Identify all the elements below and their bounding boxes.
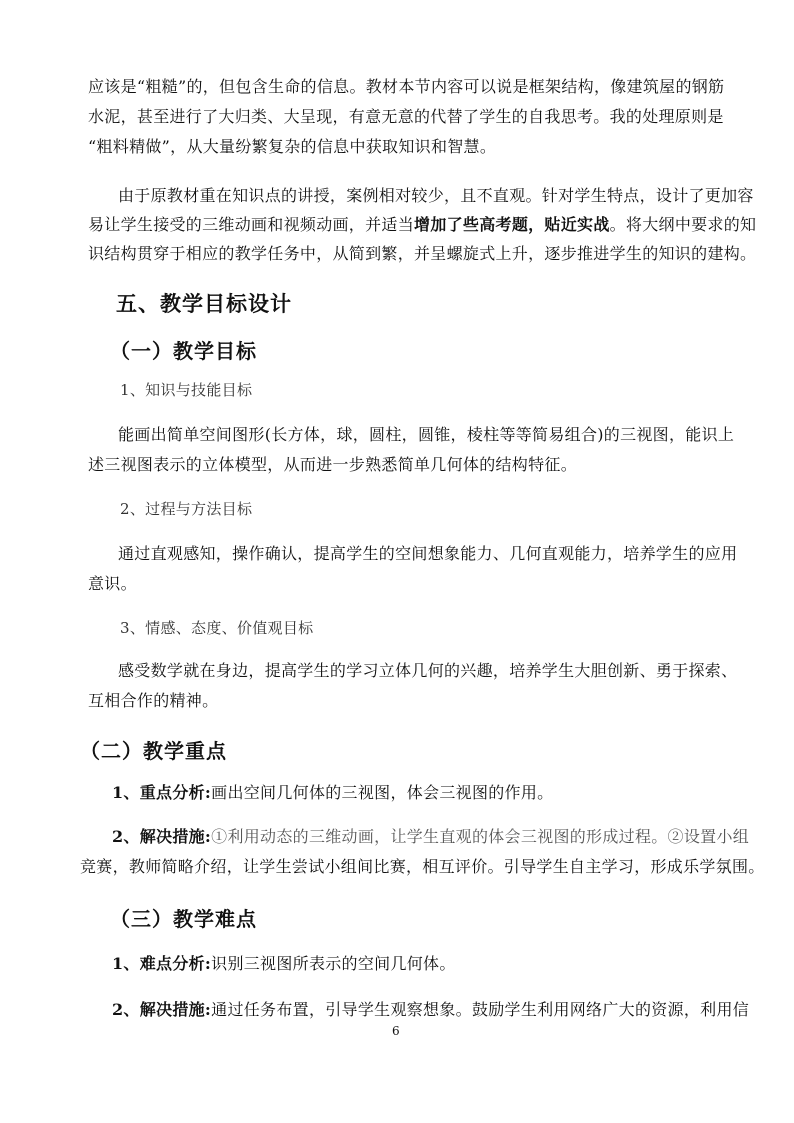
process-goal-title: 2、过程与方法目标 xyxy=(120,500,253,518)
para2-line-2-start: 易让学生接受的三维动画和视频动画，并适当 xyxy=(88,215,415,234)
difficulty-measures xyxy=(112,999,749,1021)
para2-line-2 xyxy=(88,214,756,236)
page-number: 6 xyxy=(392,1024,400,1038)
key-measures-text: ①利用动态的三维动画，让学生直观的体会三视图的形成过程。②设置小组 xyxy=(211,827,750,846)
key-analysis-label: 1、重点分析: xyxy=(112,783,212,802)
process-goal-line-1: 通过直观感知，操作确认，提高学生的空间想象能力、几何直观能力，培养学生的应用 xyxy=(118,544,738,563)
emotion-goal-line-1: 感受数学就在身边，提高学生的学习立体几何的兴趣，培养学生大胆创新、勇于探索、 xyxy=(118,661,738,680)
intro-line-3: “粗料精做”，从大量纷繁复杂的信息中获取知识和智慧。 xyxy=(88,137,497,156)
difficulty-measures-label: 2、解决措施: xyxy=(112,1000,212,1019)
key-analysis xyxy=(112,782,553,804)
knowledge-goal-title: 1、知识与技能目标 xyxy=(120,381,253,399)
emotion-goal-line-2: 互相合作的精神。 xyxy=(88,691,219,710)
key-measures-label: 2、解决措施: xyxy=(112,827,212,846)
difficulty-analysis xyxy=(112,953,456,975)
intro-line-2: 水泥，甚至进行了大归类、大呈现，有意无意的代替了学生的自我思考。我的处理原则是 xyxy=(88,107,724,126)
difficulty-analysis-text: 识别三视图所表示的空间几何体。 xyxy=(211,954,456,973)
section-5-heading: 五、教学目标设计 xyxy=(116,291,292,316)
teaching-difficulty-heading: （三）教学难点 xyxy=(110,907,257,931)
knowledge-goal-line-1: 能画出简单空间图形(长方体，球，圆柱，圆锥，棱柱等等简易组合)的三视图，能识上 xyxy=(118,425,735,444)
para2-line-1: 由于原教材重在知识点的讲授，案例相对较少，且不直观。针对学生特点，设计了更加容 xyxy=(118,186,754,205)
intro-line-1: 应该是“粗糙”的，但包含生命的信息。教材本节内容可以说是框架结构，像建筑屋的钢筋 xyxy=(88,77,725,96)
difficulty-analysis-label: 1、难点分析: xyxy=(112,954,212,973)
teaching-key-heading: （二）教学重点 xyxy=(80,739,227,763)
knowledge-goal-line-2: 述三视图表示的立体模型，从而进一步熟悉简单几何体的结构特征。 xyxy=(88,455,578,474)
para2-line-3: 识结构贯穿于相应的教学任务中，从简到繁，并呈螺旋式上升，逐步推进学生的知识的建构。 xyxy=(88,244,757,263)
emotion-goal-title: 3、情感、态度、价值观目标 xyxy=(120,619,314,637)
difficulty-measures-text: 通过任务布置，引导学生观察想象。鼓励学生利用网络广大的资源，利用信 xyxy=(211,1000,750,1019)
teaching-goals-heading: （一）教学目标 xyxy=(110,339,257,363)
para2-line-2-end: 。将大纲中要求的知 xyxy=(609,215,757,234)
key-measures-line-2: 竞赛，教师简略介绍，让学生尝试小组间比赛，相互评价。引导学生自主学习，形成乐学氛围。 xyxy=(80,857,765,876)
key-measures xyxy=(112,826,749,848)
para2-emphasis: 增加了些高考题，贴近实战 xyxy=(414,215,610,234)
key-analysis-text: 画出空间几何体的三视图，体会三视图的作用。 xyxy=(211,783,554,802)
process-goal-line-2: 意识。 xyxy=(88,574,137,593)
